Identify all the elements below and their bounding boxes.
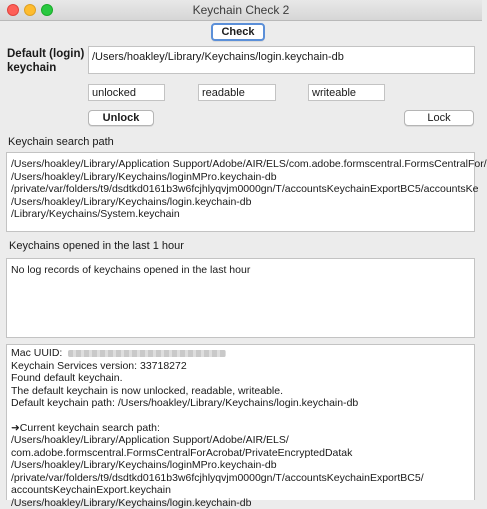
log-line: Found default keychain. <box>11 372 470 385</box>
search-path-line: /Library/Keychains/System.keychain <box>11 208 470 221</box>
search-path-label: Keychain search path <box>8 136 114 148</box>
log-line: accountsKeychainExport.keychain <box>11 484 470 497</box>
log-line: Keychain Services version: 33718272 <box>11 360 470 373</box>
lock-button[interactable]: Lock <box>404 110 474 126</box>
status-readable-field: readable <box>198 84 276 101</box>
search-path-line: /private/var/folders/t9/dsdtkd0161b3w6fcjhlyqvjm0000gn/T/accountsKeychainExportBC5/accountsKe <box>11 183 470 196</box>
mac-uuid-label: Mac UUID: <box>11 347 62 359</box>
log-line: /Users/hoakley/Library/Application Support/Adobe/AIR/ELS/ <box>11 434 470 447</box>
default-keychain-label: Default (login) keychain <box>7 47 87 75</box>
search-path-textarea[interactable] <box>6 152 475 232</box>
redacted-uuid <box>68 350 226 357</box>
log-line: ➜Current keychain search path: <box>11 422 470 435</box>
log-line: Default keychain path: /Users/hoakley/Library/Keychains/login.keychain-db <box>11 397 470 410</box>
status-unlocked-field: unlocked <box>88 84 165 101</box>
log-textarea[interactable] <box>6 344 475 500</box>
mac-uuid-line <box>11 347 470 360</box>
title-bar <box>0 0 482 21</box>
log-line <box>11 410 470 422</box>
opened-keychains-label: Keychains opened in the last 1 hour <box>9 240 184 252</box>
log-line: /Users/hoakley/Library/Keychains/loginMPro.keychain-db <box>11 459 470 472</box>
search-path-line: /Users/hoakley/Library/Application Support/Adobe/AIR/ELS/com.adobe.formscentral.FormsCentralFor/ <box>11 158 470 171</box>
check-button[interactable]: Check <box>211 23 265 41</box>
log-line: The default keychain is now unlocked, readable, writeable. <box>11 385 470 398</box>
log-line: com.adobe.formscentral.FormsCentralForAcrobat/PrivateEncryptedDatak <box>11 447 470 460</box>
search-path-line: /Users/hoakley/Library/Keychains/login.keychain-db <box>11 196 470 209</box>
status-writeable-field: writeable <box>308 84 385 101</box>
default-keychain-path-field[interactable]: /Users/hoakley/Library/Keychains/login.keychain-db <box>88 46 475 74</box>
log-line: /Users/hoakley/Library/Keychains/login.keychain-db <box>11 497 470 509</box>
opened-keychains-textarea[interactable] <box>6 258 475 338</box>
opened-keychains-text: No log records of keychains opened in the last hour <box>11 264 470 277</box>
window-title: Keychain Check 2 <box>0 3 482 17</box>
unlock-button[interactable]: Unlock <box>88 110 154 126</box>
log-line: /private/var/folders/t9/dsdtkd0161b3w6fcjhlyqvjm0000gn/T/accountsKeychainExportBC5/ <box>11 472 470 485</box>
search-path-line: /Users/hoakley/Library/Keychains/loginMPro.keychain-db <box>11 171 470 184</box>
